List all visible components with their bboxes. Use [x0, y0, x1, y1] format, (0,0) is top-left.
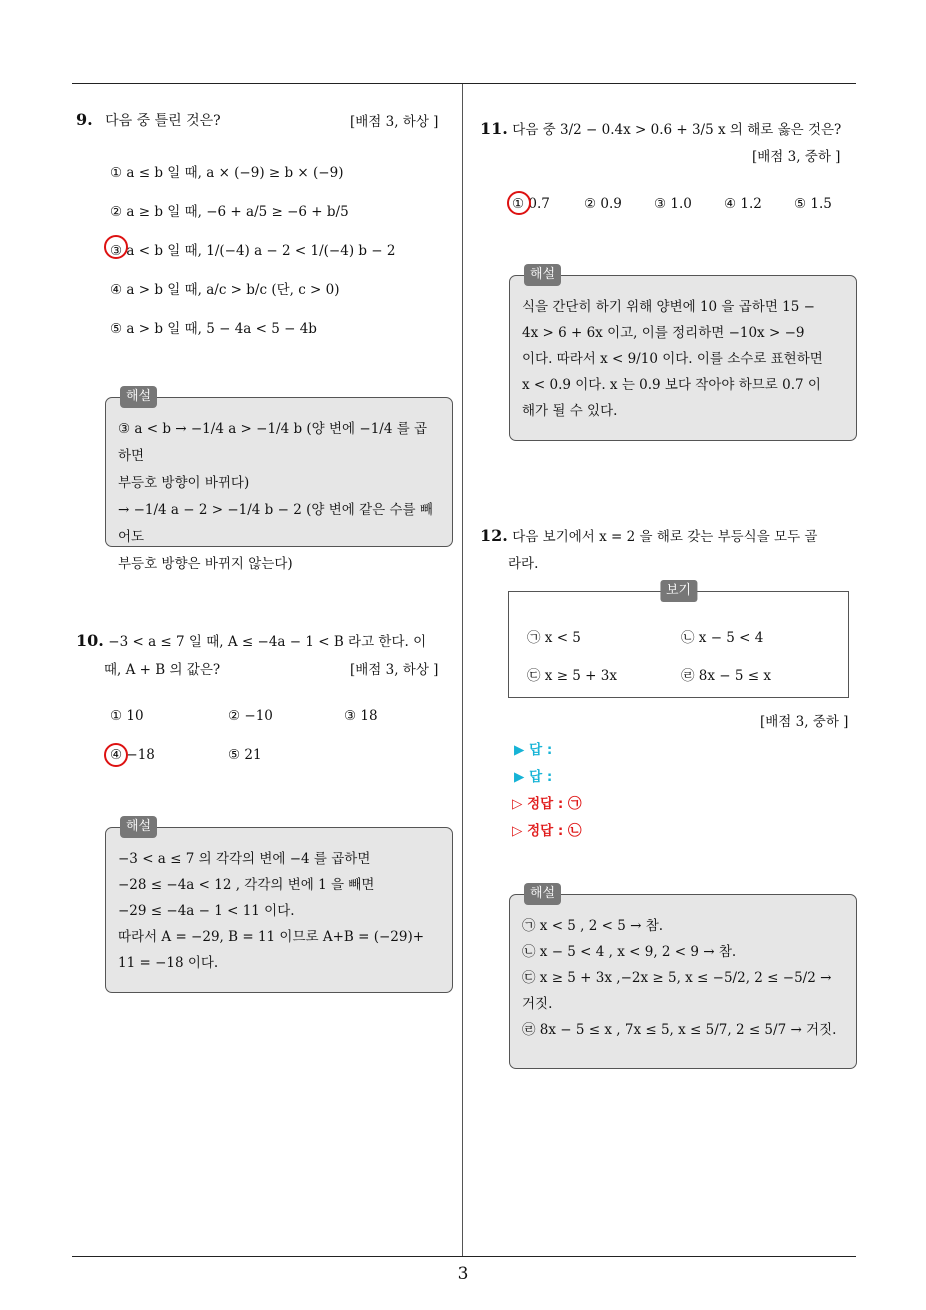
- question-points: [배점 3, 중하 ]: [752, 149, 841, 165]
- option-4[interactable]: ④ a > b 일 때, a/c > b/c (단, c > 0): [110, 282, 340, 298]
- question-number: 12.: [480, 526, 508, 545]
- explanation-line: x < 0.9 이다. x 는 0.9 보다 작아야 하므로 0.7 이: [522, 377, 821, 393]
- explanation-line: ㉢ x ≥ 5 + 3x ,−2x ≥ 5, x ≤ −5/2, 2 ≤ −5/2 →: [522, 970, 832, 986]
- explanation-box: [509, 886, 857, 1069]
- question-text-line2: 때, A + B 의 값은?: [104, 662, 221, 678]
- question-number: 10.: [76, 631, 104, 650]
- explanation-line: ㉡ x − 5 < 4 , x < 9, 2 < 9 → 참.: [522, 944, 737, 960]
- column-divider: [462, 84, 463, 1256]
- answer-prompt[interactable]: ▶ 답 :: [514, 742, 553, 758]
- bogi-tag: 보기: [660, 580, 697, 602]
- bogi-item: ㉢ x ≥ 5 + 3x: [527, 668, 617, 684]
- explanation-line: 식을 간단히 하기 위해 양변에 10 을 곱하면 15 −: [522, 299, 815, 315]
- question-text: −3 < a ≤ 7 일 때, A ≤ −4a − 1 < B 라고 한다. 이: [108, 634, 427, 650]
- question-points: [배점 3, 하상 ]: [350, 662, 439, 678]
- explanation-line: 4x > 6 + 6x 이고, 이를 정리하면 −10x > −9: [522, 325, 805, 341]
- explanation-line: ㉣ 8x − 5 ≤ x , 7x ≤ 5, x ≤ 5/7, 2 ≤ 5/7 → 거짓.: [522, 1022, 837, 1038]
- explanation-line: ③ a < b → −1/4 a > −1/4 b (양 변에 −1/4 를 곱하면: [118, 421, 428, 464]
- selected-answer-circle: [507, 191, 531, 215]
- option-1[interactable]: ① 10: [110, 708, 144, 724]
- bogi-item: ㉣ 8x − 5 ≤ x: [681, 668, 771, 684]
- explanation-line: ㉠ x < 5 , 2 < 5 → 참.: [522, 918, 664, 934]
- explanation-line: −29 ≤ −4a − 1 < 11 이다.: [118, 903, 295, 919]
- explanation-tag: 해설: [524, 264, 561, 286]
- question-number: 11.: [480, 119, 508, 138]
- option-2[interactable]: ② 0.9: [584, 196, 622, 212]
- explanation-line: 부등호 방향은 바뀌지 않는다): [118, 556, 293, 572]
- question-number: 9.: [76, 110, 93, 129]
- explanation-line: 11 = −18 이다.: [118, 955, 219, 971]
- selected-answer-circle: [104, 235, 128, 259]
- top-rule: [72, 83, 856, 84]
- option-1[interactable]: ① 0.7: [512, 196, 550, 212]
- explanation-tag: 해설: [120, 386, 157, 408]
- explanation-box: [105, 389, 453, 572]
- bogi-box: [508, 583, 849, 698]
- question-text: 다음 중 틀린 것은?: [105, 113, 221, 129]
- option-1[interactable]: ① a ≤ b 일 때, a × (−9) ≥ b × (−9): [110, 165, 344, 181]
- bogi-item: ㉡ x − 5 < 4: [681, 630, 764, 646]
- option-2[interactable]: ② a ≥ b 일 때, −6 + a/5 ≥ −6 + b/5: [110, 204, 349, 220]
- explanation-box: [509, 267, 857, 441]
- selected-answer-circle: [104, 743, 128, 767]
- correct-answer: ▷ 정답 : ㉡: [512, 823, 582, 839]
- question-points: [배점 3, 하상 ]: [350, 114, 439, 130]
- explanation-line: → −1/4 a − 2 > −1/4 b − 2 (양 변에 같은 수를 빼어도: [118, 502, 433, 545]
- explanation-line: 이다. 따라서 x < 9/10 이다. 이를 소수로 표현하면: [522, 351, 823, 367]
- correct-answer: ▷ 정답 : ㉠: [512, 796, 582, 812]
- explanation-line: 해가 될 수 있다.: [522, 403, 618, 419]
- option-3[interactable]: ③ a < b 일 때, 1/(−4) a − 2 < 1/(−4) b − 2: [110, 243, 396, 259]
- option-4[interactable]: ④ −18: [110, 747, 155, 763]
- explanation-line: 따라서 A = −29, B = 11 이므로 A+B = (−29)+: [118, 929, 425, 945]
- option-2[interactable]: ② −10: [228, 708, 273, 724]
- question-text: 다음 보기에서 x = 2 을 해로 갖는 부등식을 모두 골: [512, 529, 818, 545]
- option-4[interactable]: ④ 1.2: [724, 196, 762, 212]
- option-5[interactable]: ⑤ 1.5: [794, 196, 832, 212]
- page-number: 3: [457, 1264, 469, 1284]
- explanation-line: 부등호 방향이 바뀌다): [118, 475, 250, 491]
- question-text-line2: 라라.: [508, 556, 539, 572]
- question-9: [76, 110, 221, 130]
- answer-prompt[interactable]: ▶ 답 :: [514, 769, 553, 785]
- explanation-line: 거짓.: [522, 996, 553, 1012]
- explanation-tag: 해설: [120, 816, 157, 838]
- option-5[interactable]: ⑤ 21: [228, 747, 262, 763]
- question-10: [76, 630, 456, 650]
- explanation-line: −28 ≤ −4a < 12 , 각각의 변에 1 을 빼면: [118, 877, 375, 893]
- option-5[interactable]: ⑤ a > b 일 때, 5 − 4a < 5 − 4b: [110, 321, 317, 337]
- option-3[interactable]: ③ 1.0: [654, 196, 692, 212]
- explanation-box: [105, 819, 453, 993]
- question-text: 다음 중 3/2 − 0.4x > 0.6 + 3/5 x 의 해로 옳은 것은?: [512, 122, 842, 138]
- question-11: [480, 118, 860, 138]
- question-12: [480, 525, 860, 545]
- explanation-tag: 해설: [524, 883, 561, 905]
- bogi-item: ㉠ x < 5: [527, 630, 581, 646]
- bottom-rule: [72, 1256, 856, 1257]
- explanation-line: −3 < a ≤ 7 의 각각의 변에 −4 를 곱하면: [118, 851, 371, 867]
- option-3[interactable]: ③ 18: [344, 708, 378, 724]
- question-points: [배점 3, 중하 ]: [760, 714, 849, 730]
